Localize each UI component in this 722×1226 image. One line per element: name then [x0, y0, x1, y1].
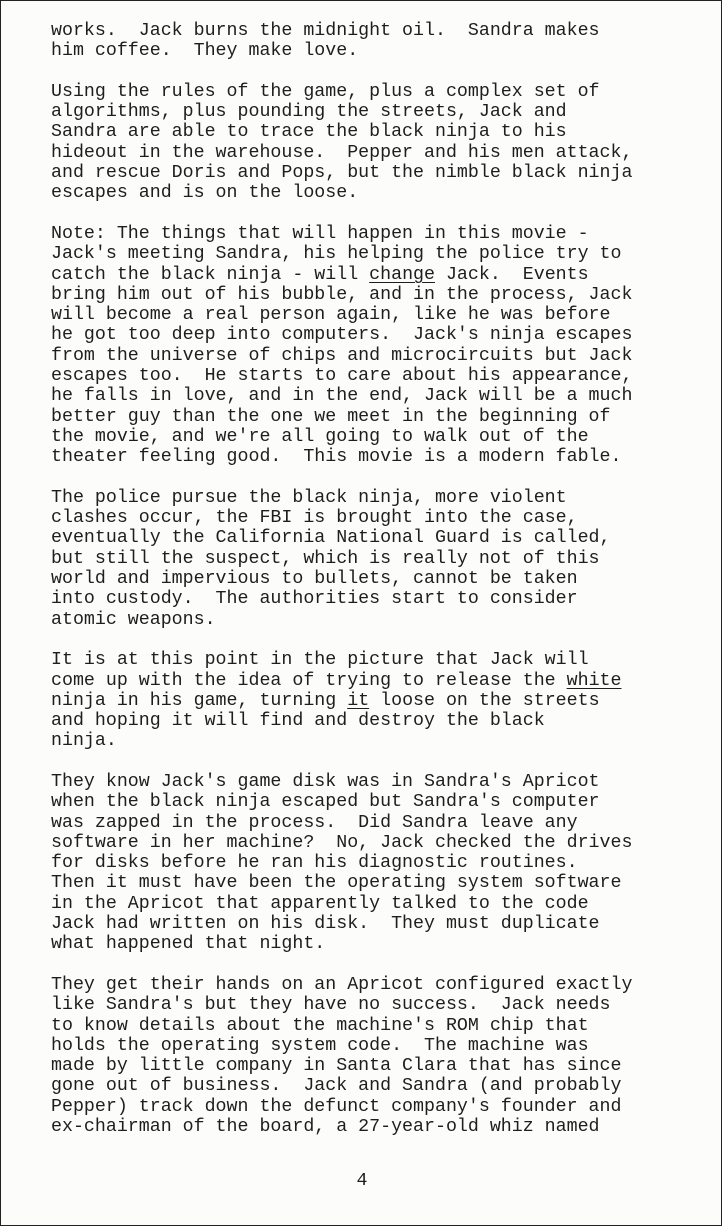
text-line: escapes and is on the loose. [51, 183, 359, 204]
text-line: Jack had written on his disk. They must duplicate [51, 914, 600, 935]
text-line: They get their hands on an Apricot configured exactly [51, 974, 633, 995]
text-line: software in her machine? No, Jack checked the drives [51, 832, 633, 853]
underlined-word: white [566, 670, 622, 691]
paragraph [51, 488, 715, 630]
paragraph [51, 772, 715, 955]
text-line: It is at this point in the picture that Jack will [51, 650, 589, 671]
paragraph-gap [51, 204, 715, 224]
paragraph [51, 224, 715, 468]
text-line [51, 265, 715, 285]
text-line: to know details about the machine's ROM chip that [51, 1015, 589, 1036]
text-span: catch the black ninja - will [51, 264, 370, 285]
text-line: Jack's meeting Sandra, his helping the police try to [51, 244, 622, 265]
paragraph-gap [51, 468, 715, 488]
text-span: come up with the idea of trying to release the [51, 670, 567, 691]
paragraph-gap [51, 62, 715, 82]
text-line: ex-chairman of the board, a 27-year-old whiz named [51, 1117, 600, 1138]
text-line: him coffee. They make love. [51, 41, 359, 62]
text-line: from the universe of chips and microcircuits but Jack [51, 345, 633, 366]
paragraph [51, 21, 715, 62]
page-number: 4 [356, 1171, 368, 1191]
text-line: world and impervious to bullets, cannot be taken [51, 569, 578, 590]
text-line: into custody. The authorities start to consider [51, 589, 578, 610]
text-line: he falls in love, and in the end, Jack will be a much [51, 386, 633, 407]
text-line: Sandra are able to trace the black ninja to his [51, 122, 567, 143]
text-line [51, 691, 715, 711]
text-line: eventually the California National Guard is called, [51, 528, 611, 549]
paragraph-gap [51, 955, 715, 975]
text-line: and hoping it will find and destroy the black [51, 711, 545, 732]
text-line: holds the operating system code. The machine was [51, 1035, 589, 1056]
text-line: for disks before he ran his diagnostic routines. [51, 853, 578, 874]
text-line: Pepper) track down the defunct company's founder and [51, 1096, 622, 1117]
text-line: Then it must have been the operating system software [51, 873, 622, 894]
paragraph-gap [51, 752, 715, 772]
body-text [51, 21, 715, 1137]
text-line: he got too deep into computers. Jack's ninja escapes [51, 325, 633, 346]
text-line: Using the rules of the game, plus a complex set of [51, 81, 600, 102]
text-line: theater feeling good. This movie is a modern fable. [51, 447, 622, 468]
text-line: ninja. [51, 731, 117, 752]
text-line: when the black ninja escaped but Sandra's computer [51, 792, 600, 813]
text-line: what happened that night. [51, 934, 326, 955]
text-line: algorithms, plus pounding the streets, Jack and [51, 102, 567, 123]
underlined-word: change [369, 264, 435, 285]
text-line: but still the suspect, which is really not of this [51, 548, 600, 569]
text-line: Note: The things that will happen in this movie - [51, 223, 589, 244]
text-line: The police pursue the black ninja, more violent [51, 487, 567, 508]
text-line: in the Apricot that apparently talked to the code [51, 893, 589, 914]
text-line: clashes occur, the FBI is brought into the case, [51, 508, 578, 529]
text-line: was zapped in the process. Did Sandra leave any [51, 812, 578, 833]
text-line: works. Jack burns the midnight oil. Sandra makes [51, 21, 600, 41]
text-line: better guy than the one we meet in the beginning of [51, 406, 611, 427]
underlined-word: it [347, 690, 370, 711]
text-span: loose on the streets [369, 690, 600, 711]
text-line: made by little company in Santa Clara that has since [51, 1056, 622, 1077]
paragraph [51, 975, 715, 1137]
text-line: bring him out of his bubble, and in the process, Jack [51, 284, 633, 305]
paragraph-gap [51, 630, 715, 650]
text-line: escapes too. He starts to care about his appearance, [51, 366, 633, 387]
paragraph [51, 650, 715, 751]
paragraph [51, 82, 715, 204]
text-span: ninja in his game, turning [51, 690, 348, 711]
text-line: the movie, and we're all going to walk out of the [51, 426, 589, 447]
text-line: They know Jack's game disk was in Sandra's Apricot [51, 771, 600, 792]
text-line: hideout in the warehouse. Pepper and his men attack, [51, 142, 633, 163]
text-span: Jack. Events [434, 264, 589, 285]
text-line: like Sandra's but they have no success. Jack needs [51, 995, 611, 1016]
text-line: will become a real person again, like he was before [51, 305, 611, 326]
text-line [51, 671, 715, 691]
text-line: gone out of business. Jack and Sandra (and probably [51, 1076, 622, 1097]
text-line: and rescue Doris and Pops, but the nimble black ninja [51, 163, 633, 184]
text-line: atomic weapons. [51, 609, 216, 630]
